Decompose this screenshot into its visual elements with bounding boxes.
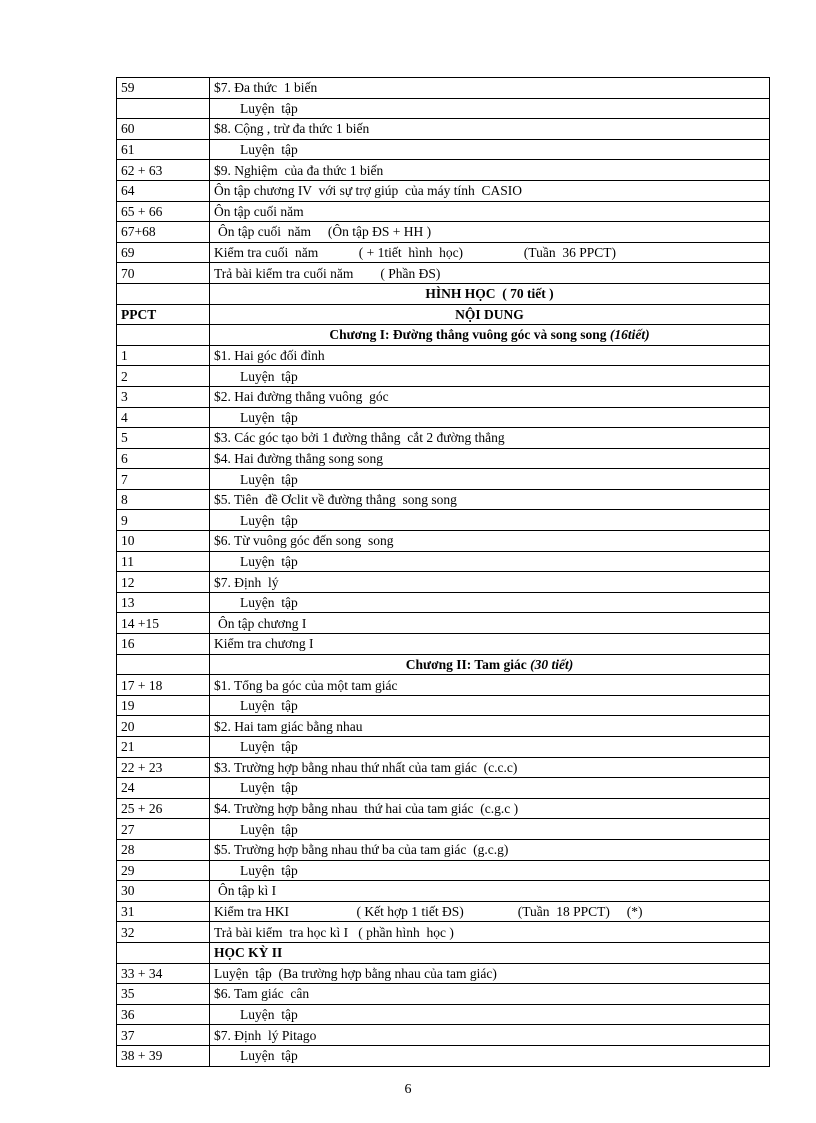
ppct-cell: 17 + 18 [117, 675, 210, 696]
content-cell [210, 634, 770, 655]
content-cell [210, 695, 770, 716]
content-cell [210, 428, 770, 449]
content-cell [210, 963, 770, 984]
ppct-cell: 31 [117, 901, 210, 922]
content-cell [210, 1045, 770, 1066]
content-text: Luyện tập [240, 862, 298, 878]
table-row [117, 448, 770, 469]
content-text: Luyện tập [240, 512, 298, 528]
ppct-cell: 2 [117, 366, 210, 387]
content-cell [210, 922, 770, 943]
content-text: Ôn tập chương I [218, 615, 307, 631]
ppct-cell: PPCT [117, 304, 210, 325]
table-row [117, 675, 770, 696]
content-cell [210, 757, 770, 778]
ppct-cell: 29 [117, 860, 210, 881]
table-row [117, 963, 770, 984]
content-cell [210, 160, 770, 181]
table-row [117, 984, 770, 1005]
content-cell [210, 510, 770, 531]
ppct-cell: 3 [117, 386, 210, 407]
content-cell [210, 304, 770, 325]
content-text: $5. Trường hợp bằng nhau thứ ba của tam giác (g.c.g) [214, 842, 509, 858]
ppct-cell [117, 98, 210, 119]
content-text: Trả bài kiểm tra cuối năm ( Phần ĐS) [214, 265, 441, 281]
content-text: $6. Từ vuông góc đến song song [214, 533, 394, 549]
content-cell [210, 448, 770, 469]
content-text: Chương I: Đường thẳng vuông góc và song song [329, 327, 610, 343]
content-cell [210, 263, 770, 284]
ppct-cell: 22 + 23 [117, 757, 210, 778]
ppct-cell: 25 + 26 [117, 798, 210, 819]
table-row [117, 201, 770, 222]
ppct-cell: 9 [117, 510, 210, 531]
table-row [117, 860, 770, 881]
table-row [117, 78, 770, 99]
ppct-cell: 38 + 39 [117, 1045, 210, 1066]
content-cell [210, 489, 770, 510]
table-row [117, 180, 770, 201]
ppct-cell: 65 + 66 [117, 201, 210, 222]
table-row [117, 242, 770, 263]
content-text: Luyện tập [240, 409, 298, 425]
table-row [117, 531, 770, 552]
content-cell [210, 1025, 770, 1046]
content-cell [210, 283, 770, 304]
ppct-cell: 12 [117, 572, 210, 593]
content-text: $3. Các góc tạo bởi 1 đường thẳng cắt 2 đường thẳng [214, 430, 505, 446]
ppct-cell: 13 [117, 592, 210, 613]
content-text: $8. Cộng , trừ đa thức 1 biến [214, 121, 370, 137]
table-row [117, 469, 770, 490]
content-text: Luyện tập (Ba trường hợp bằng nhau của tam giác) [214, 965, 497, 981]
content-cell [210, 201, 770, 222]
table-row [117, 592, 770, 613]
page-number: 6 [404, 1082, 412, 1097]
table-row [117, 716, 770, 737]
content-text: $6. Tam giác cân [214, 986, 310, 1002]
ppct-cell: 1 [117, 345, 210, 366]
ppct-cell: 70 [117, 263, 210, 284]
content-text: Ôn tập cuối năm [214, 203, 304, 219]
table-row [117, 510, 770, 531]
content-cell [210, 592, 770, 613]
lesson-count: (30 tiết) [530, 656, 574, 672]
content-text: Kiểm tra HKI ( Kết hợp 1 tiết ĐS) (Tuần 18 PPCT) (*) [214, 904, 643, 920]
content-cell [210, 139, 770, 160]
table-row [117, 922, 770, 943]
content-text: NỘI DUNG [455, 306, 524, 322]
ppct-cell: 19 [117, 695, 210, 716]
table-row [117, 263, 770, 284]
ppct-cell: 7 [117, 469, 210, 490]
table-row [117, 839, 770, 860]
content-text: Luyện tập [240, 698, 298, 714]
content-cell [210, 819, 770, 840]
table-row [117, 345, 770, 366]
content-text: $3. Trường hợp bằng nhau thứ nhất của tam giác (c.c.c) [214, 759, 518, 775]
table-row [117, 407, 770, 428]
ppct-cell: 27 [117, 819, 210, 840]
table-row [117, 98, 770, 119]
ppct-cell: 36 [117, 1004, 210, 1025]
ppct-cell: 16 [117, 634, 210, 655]
table-row [117, 160, 770, 181]
content-cell [210, 839, 770, 860]
table-row [117, 1004, 770, 1025]
content-cell [210, 613, 770, 634]
lesson-count: (16tiết) [609, 327, 650, 343]
ppct-cell: 14 +15 [117, 613, 210, 634]
content-text: Luyện tập [240, 553, 298, 569]
table-row [117, 798, 770, 819]
content-cell [210, 984, 770, 1005]
ppct-cell: 33 + 34 [117, 963, 210, 984]
table-row [117, 695, 770, 716]
ppct-cell: 37 [117, 1025, 210, 1046]
content-cell [210, 881, 770, 902]
content-text: HÌNH HỌC ( 70 tiết ) [425, 286, 554, 302]
content-text: Ôn tập chương IV với sự trợ giúp của máy tính CASIO [214, 183, 523, 199]
content-cell [210, 737, 770, 758]
content-text: Ôn tập cuối năm (Ôn tập ĐS + HH ) [218, 224, 432, 240]
ppct-cell: 20 [117, 716, 210, 737]
content-text: HỌC KỲ II [214, 945, 283, 961]
ppct-cell: 4 [117, 407, 210, 428]
content-text: Luyện tập [240, 780, 298, 796]
content-text: Luyện tập [240, 1007, 298, 1023]
table-row [117, 901, 770, 922]
table-row [117, 119, 770, 140]
table-row [117, 819, 770, 840]
content-cell [210, 242, 770, 263]
content-cell [210, 551, 770, 572]
ppct-cell [117, 942, 210, 963]
ppct-cell [117, 654, 210, 675]
content-cell [210, 469, 770, 490]
table-row [117, 489, 770, 510]
ppct-cell [117, 325, 210, 346]
ppct-cell: 35 [117, 984, 210, 1005]
content-text: Kiểm tra cuối năm ( + 1tiết hình học) (Tuần 36 PPCT) [214, 245, 616, 261]
content-text: Trả bài kiểm tra học kì I ( phần hình học ) [214, 924, 454, 940]
content-cell [210, 675, 770, 696]
content-text: $5. Tiên đề Ơclit về đường thẳng song song [214, 492, 457, 508]
ppct-cell: 67+68 [117, 222, 210, 243]
content-text: $7. Định lý [214, 574, 279, 590]
content-text: $4. Hai đường thẳng song song [214, 450, 383, 466]
table-row [117, 283, 770, 304]
content-text: Luyện tập [240, 100, 298, 116]
content-text: $1. Tổng ba góc của một tam giác [214, 677, 398, 693]
table-row [117, 1025, 770, 1046]
content-text: Luyện tập [240, 368, 298, 384]
content-text: $7. Định lý Pitago [214, 1027, 317, 1043]
content-cell [210, 942, 770, 963]
ppct-cell: 24 [117, 778, 210, 799]
content-cell [210, 222, 770, 243]
table-row [117, 572, 770, 593]
table-row [117, 551, 770, 572]
content-text: $9. Nghiệm của đa thức 1 biến [214, 162, 384, 178]
content-cell [210, 798, 770, 819]
content-text: Ôn tập kì I [218, 883, 277, 899]
ppct-cell: 59 [117, 78, 210, 99]
lesson-plan-body [117, 78, 770, 1067]
content-cell [210, 386, 770, 407]
content-text: Luyện tập [240, 739, 298, 755]
ppct-cell: 10 [117, 531, 210, 552]
content-cell [210, 119, 770, 140]
ppct-cell: 5 [117, 428, 210, 449]
content-cell [210, 1004, 770, 1025]
content-cell [210, 345, 770, 366]
content-text: $7. Đa thức 1 biến [214, 80, 318, 96]
content-text: Luyện tập [240, 1048, 298, 1064]
table-row [117, 881, 770, 902]
table-row [117, 942, 770, 963]
table-row [117, 304, 770, 325]
content-text: Luyện tập [240, 142, 298, 158]
ppct-cell: 28 [117, 839, 210, 860]
ppct-cell: 30 [117, 881, 210, 902]
content-cell [210, 531, 770, 552]
content-text: Luyện tập [240, 471, 298, 487]
content-cell [210, 860, 770, 881]
content-cell [210, 716, 770, 737]
lesson-plan-table [116, 77, 770, 1067]
content-cell [210, 654, 770, 675]
content-text: Luyện tập [240, 821, 298, 837]
ppct-cell: 64 [117, 180, 210, 201]
ppct-cell: 32 [117, 922, 210, 943]
content-cell [210, 366, 770, 387]
content-text: $2. Hai đường thẳng vuông góc [214, 389, 389, 405]
table-row [117, 1045, 770, 1066]
ppct-cell: 6 [117, 448, 210, 469]
content-cell [210, 778, 770, 799]
content-cell [210, 325, 770, 346]
table-row [117, 634, 770, 655]
ppct-cell: 62 + 63 [117, 160, 210, 181]
table-row [117, 778, 770, 799]
table-row [117, 366, 770, 387]
content-cell [210, 407, 770, 428]
ppct-cell: 69 [117, 242, 210, 263]
table-row [117, 654, 770, 675]
table-row [117, 325, 770, 346]
content-text: $4. Trường hợp bằng nhau thứ hai của tam giác (c.g.c ) [214, 801, 519, 817]
ppct-cell: 61 [117, 139, 210, 160]
table-row [117, 139, 770, 160]
ppct-cell: 11 [117, 551, 210, 572]
table-row [117, 428, 770, 449]
content-cell [210, 180, 770, 201]
content-text: Chương II: Tam giác [405, 656, 531, 672]
ppct-cell [117, 283, 210, 304]
content-cell [210, 901, 770, 922]
content-cell [210, 572, 770, 593]
content-text: Kiểm tra chương I [214, 636, 314, 652]
table-row [117, 222, 770, 243]
content-text: $2. Hai tam giác bằng nhau [214, 718, 363, 734]
table-row [117, 757, 770, 778]
ppct-cell: 21 [117, 737, 210, 758]
table-row [117, 613, 770, 634]
content-text: Luyện tập [240, 595, 298, 611]
ppct-cell: 8 [117, 489, 210, 510]
content-text: $1. Hai góc đối đỉnh [214, 348, 325, 364]
table-row [117, 386, 770, 407]
content-cell [210, 98, 770, 119]
table-row [117, 737, 770, 758]
ppct-cell: 60 [117, 119, 210, 140]
content-cell [210, 78, 770, 99]
